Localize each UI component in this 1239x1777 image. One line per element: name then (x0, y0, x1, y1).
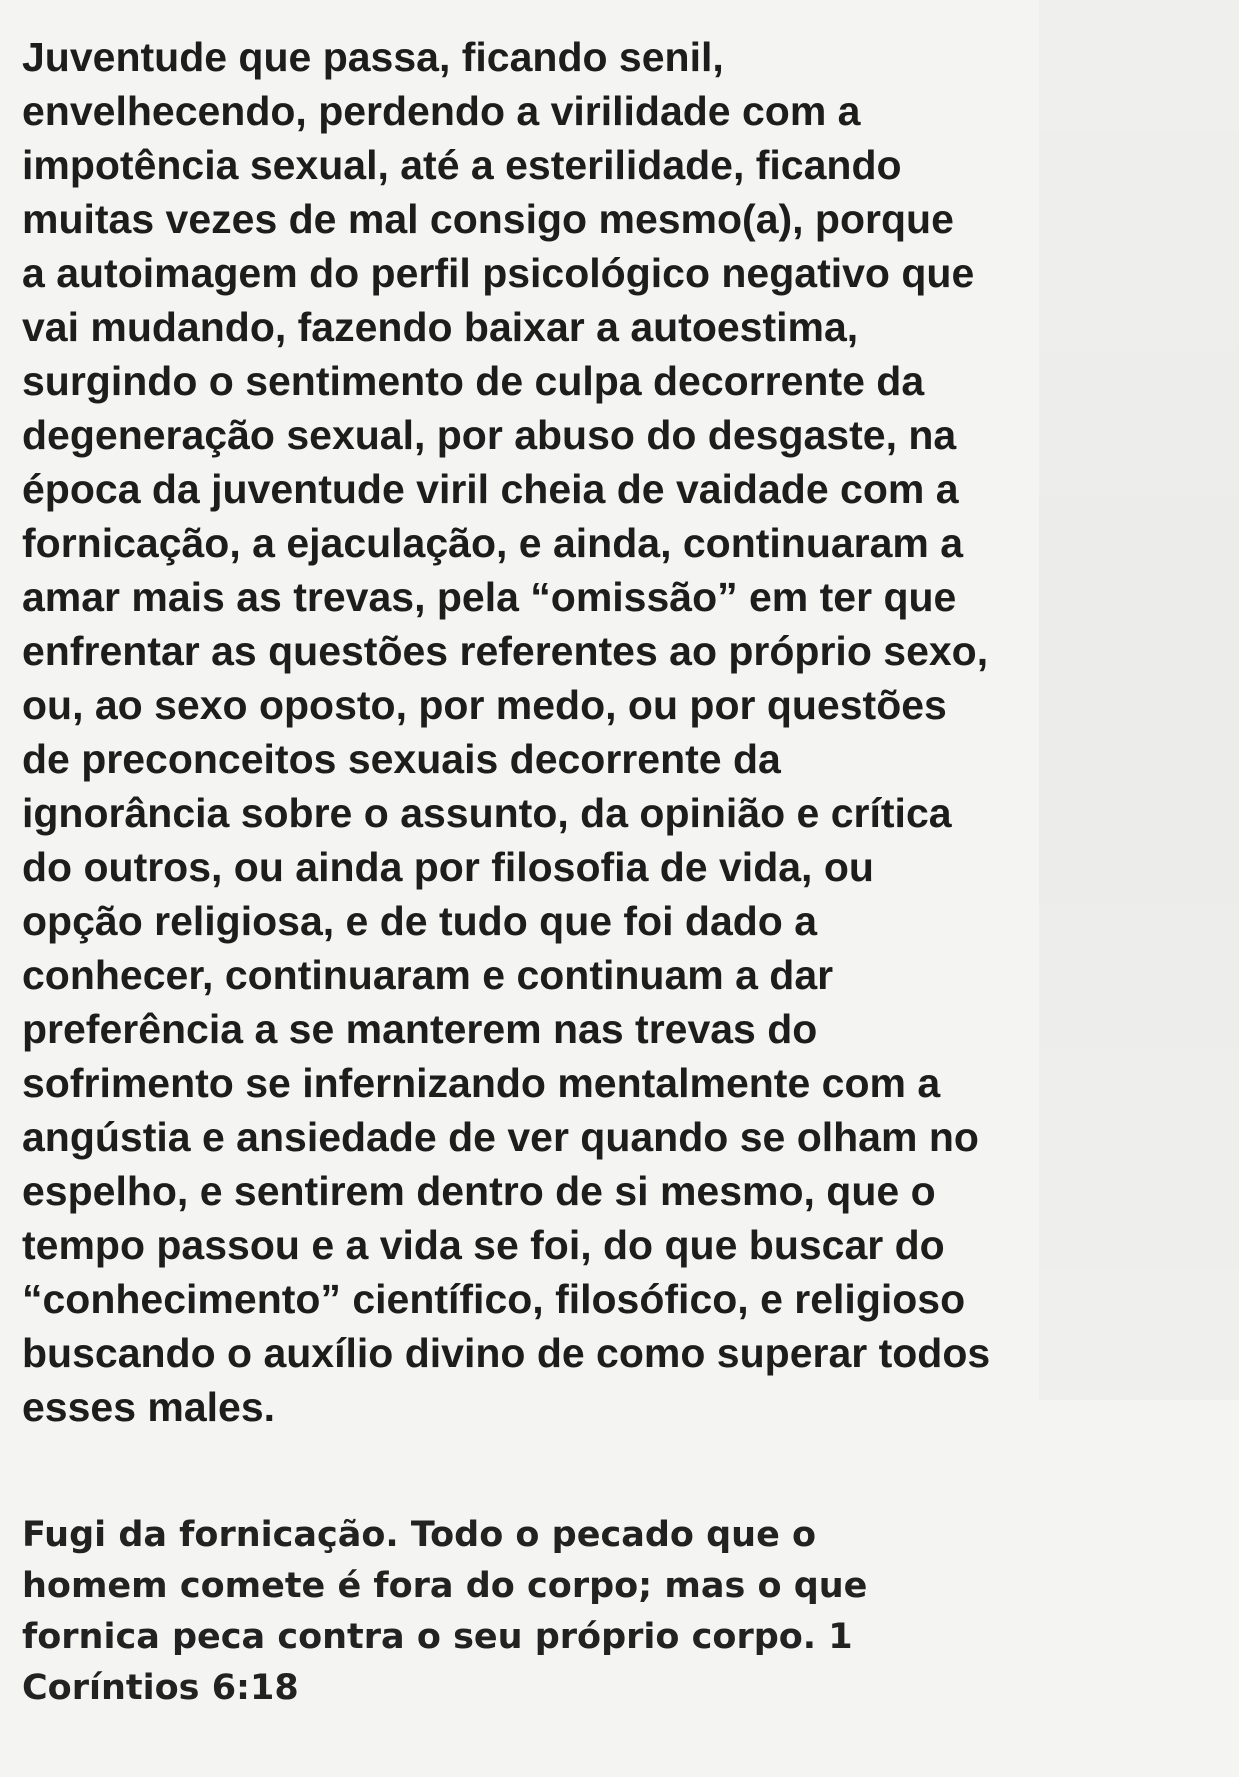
body-line: esses males. (22, 1384, 276, 1430)
body-line: “conhecimento” científico, filosófico, e religioso (22, 1276, 966, 1322)
body-line: de preconceitos sexuais decorrente da (22, 736, 781, 782)
body-line: envelhecendo, perdendo a virilidade com a (22, 88, 861, 134)
body-line: angústia e ansiedade de ver quando se olham no (22, 1114, 979, 1160)
quote-line: fornica peca contra o seu próprio corpo. 1 (22, 1617, 853, 1657)
body-line: ignorância sobre o assunto, da opinião e crítica (22, 790, 952, 836)
body-line: preferência a se manterem nas trevas do (22, 1006, 818, 1052)
body-line: tempo passou e a vida se foi, do que buscar do (22, 1222, 945, 1268)
body-line: surgindo o sentimento de culpa decorrente da (22, 358, 925, 404)
body-line: buscando o auxílio divino de como superar todos (22, 1330, 991, 1376)
bible-quote (22, 1510, 1122, 1714)
body-line: amar mais as trevas, pela “omissão” em ter que (22, 574, 957, 620)
body-line: espelho, e sentirem dentro de si mesmo, que o (22, 1168, 936, 1214)
body-line: a autoimagem do perfil psicológico negativo que (22, 250, 975, 296)
body-line: opção religiosa, e de tudo que foi dado a (22, 898, 818, 944)
body-line: do outros, ou ainda por filosofia de vida, ou (22, 844, 874, 890)
quote-line: homem comete é fora do corpo; mas o que (22, 1566, 868, 1606)
body-line: muitas vezes de mal consigo mesmo(a), porque (22, 196, 954, 242)
body-line: Juventude que passa, ficando senil, (22, 34, 724, 80)
quote-reference: Coríntios 6:18 (22, 1668, 299, 1708)
body-line: época da juventude viril cheia de vaidade com a (22, 466, 959, 512)
body-line: degeneração sexual, por abuso do desgaste, na (22, 412, 957, 458)
body-line: sofrimento se infernizando mentalmente com a (22, 1060, 941, 1106)
body-line: fornicação, a ejaculação, e ainda, continuaram a (22, 520, 964, 566)
body-line: vai mudando, fazendo baixar a autoestima, (22, 304, 859, 350)
body-line: enfrentar as questões referentes ao próprio sexo, (22, 628, 989, 674)
body-paragraph (22, 30, 1212, 1434)
body-line: impotência sexual, até a esterilidade, ficando (22, 142, 902, 188)
body-line: ou, ao sexo oposto, por medo, ou por questões (22, 682, 947, 728)
body-line: conhecer, continuaram e continuam a dar (22, 952, 834, 998)
quote-line: Fugi da fornicação. Todo o pecado que o (22, 1515, 817, 1555)
